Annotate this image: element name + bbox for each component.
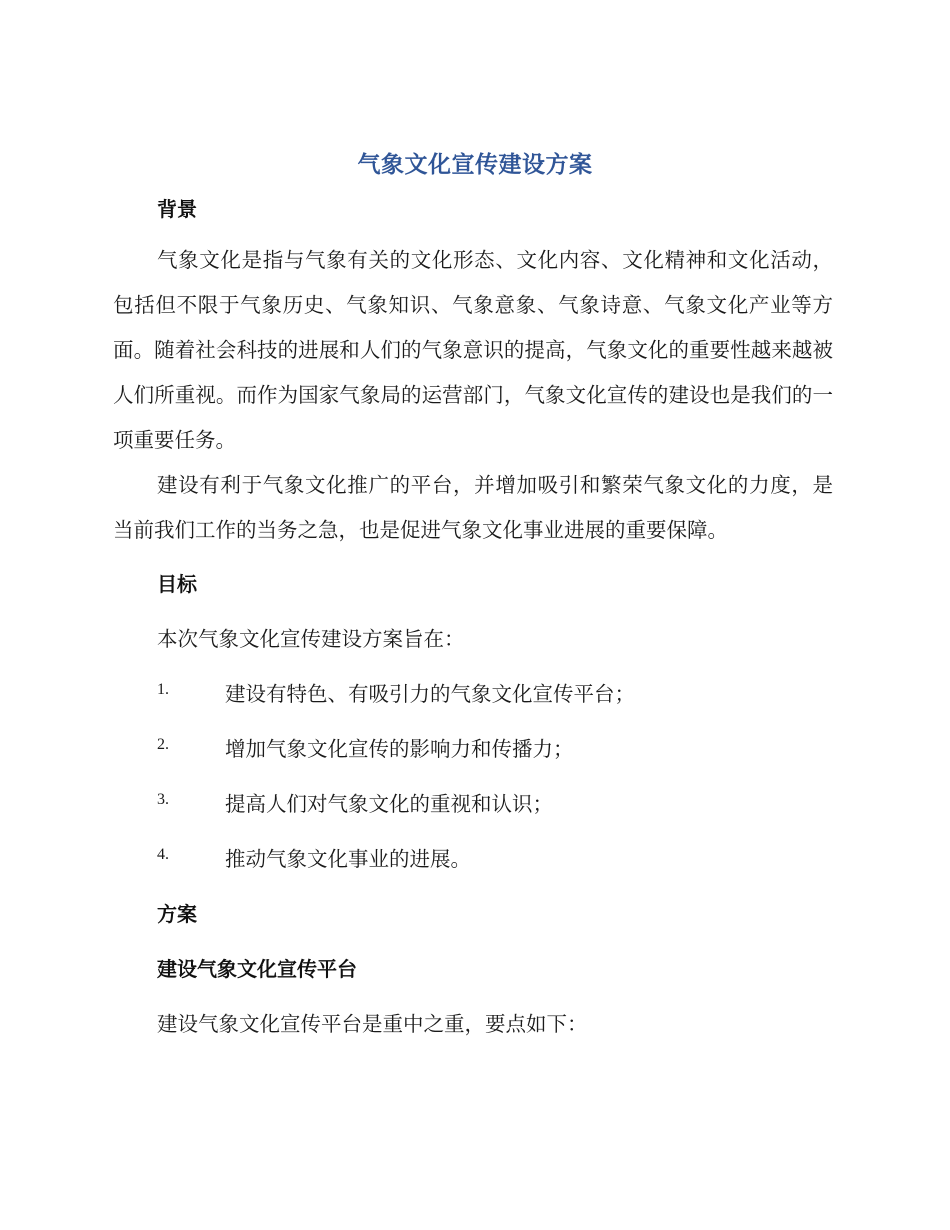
section-heading-background: 背景 xyxy=(157,197,197,221)
section-heading-plan: 方案 xyxy=(157,902,197,926)
document-title: 气象文化宣传建设方案 xyxy=(357,152,593,178)
list-number: 1. xyxy=(157,681,169,698)
list-number: 2. xyxy=(157,736,169,753)
list-text: 增加气象文化宣传的影响力和传播力； xyxy=(225,737,574,761)
plan-intro: 建设气象文化宣传平台是重中之重，要点如下： xyxy=(157,1012,588,1036)
list-text: 建设有特色、有吸引力的气象文化宣传平台； xyxy=(225,682,635,706)
section-heading-goals: 目标 xyxy=(157,572,197,596)
list-number: 3. xyxy=(157,791,169,808)
background-paragraph-1: 气象文化是指与气象有关的文化形态、文化内容、文化精神和文化活动，包括但不限于气象历史、气象知识、气象意象、气象诗意、气象文化产业等方面。随着社会科技的进展和人们的气象意识的提高，气象文化的重要性越来越被人们所重视。而作为国家气象局的运营部门，气象文化宣传的建设也是我们的一项重要任务。 xyxy=(113,248,833,452)
background-paragraph-2: 建设有利于气象文化推广的平台，并增加吸引和繁荣气象文化的力度，是当前我们工作的当务之急，也是促进气象文化事业进展的重要保障。 xyxy=(113,473,833,542)
list-text: 提高人们对气象文化的重视和认识； xyxy=(225,792,553,816)
goals-intro: 本次气象文化宣传建设方案旨在： xyxy=(157,627,465,651)
list-text: 推动气象文化事业的进展。 xyxy=(225,847,471,871)
subsection-heading-platform: 建设气象文化宣传平台 xyxy=(157,957,357,981)
list-number: 4. xyxy=(157,846,169,863)
